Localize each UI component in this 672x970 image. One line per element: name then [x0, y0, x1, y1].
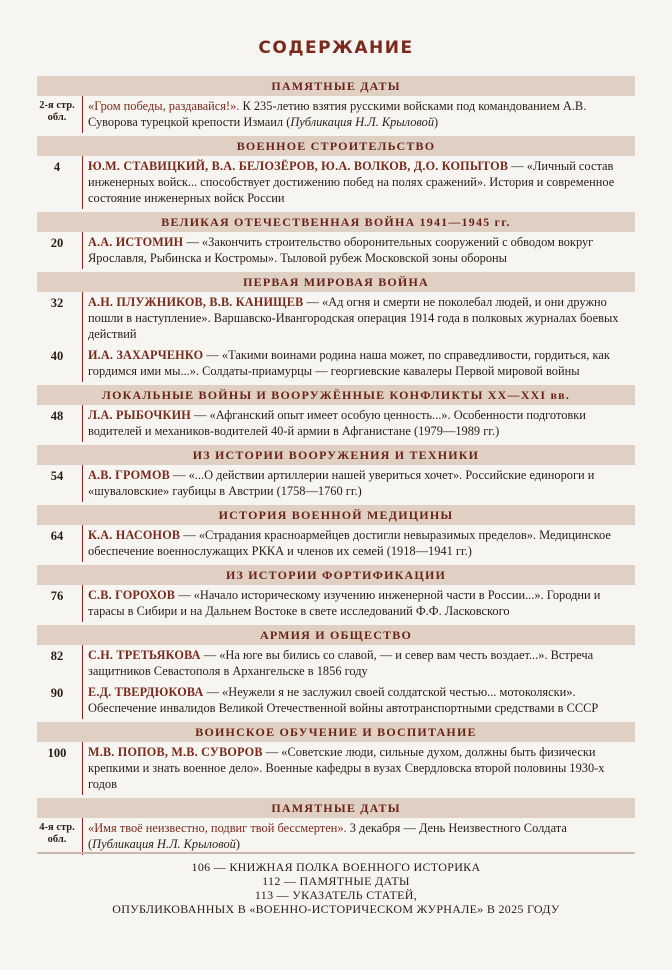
entry-text: 3 декабря — День Неизвестного Солдата (: [88, 821, 567, 851]
entry-author: Е.Д. ТВЕРДЮКОВА: [88, 685, 204, 699]
entry-author: К.А. НАСОНОВ: [88, 528, 181, 542]
section-heading: ИСТОРИЯ ВОЕННОЙ МЕДИЦИНЫ: [37, 505, 635, 525]
toc-entry[interactable]: [50, 405, 635, 442]
page-number: 40: [50, 349, 64, 363]
page-number: 4-я стр. обл.: [39, 822, 75, 845]
table-of-contents: [37, 76, 635, 855]
page-number: 64: [50, 529, 64, 543]
entry-author: Ю.М. СТАВИЦКИЙ, В.А. БЕЛОЗЁРОВ, Ю.А. ВОЛКОВ, Д.О. КОПЫТОВ: [88, 159, 509, 173]
toc-entry[interactable]: [50, 585, 635, 622]
entry-text: — «Неужели я не заслужил своей солдатской честью... мотоколяски». Обеспечение инвалидов Великой Отечественной войны автотранспортными средствами в СССР: [88, 685, 599, 715]
page-number: 48: [50, 409, 64, 423]
section-heading: АРМИЯ И ОБЩЕСТВО: [37, 625, 635, 645]
toc-entry[interactable]: [47, 742, 635, 795]
section-heading: ПАМЯТНЫЕ ДАТЫ: [37, 798, 635, 818]
page-title: СОДЕРЖАНИЕ: [258, 38, 414, 58]
entry-author: И.А. ЗАХАРЧЕНКО: [88, 348, 204, 362]
page-number: 76: [50, 589, 64, 603]
entry-author: Л.А. РЫБОЧКИН: [88, 408, 191, 422]
entry-text: — «Личный состав инженерных войск... способствует достижению побед на полях сражений». История и современное состояние инженерных войск России: [88, 159, 615, 205]
footer-line[interactable]: 112 — ПАМЯТНЫЕ ДАТЫ: [262, 874, 410, 888]
toc-entry[interactable]: [50, 345, 635, 382]
section-heading: ПЕРВАЯ МИРОВАЯ ВОЙНА: [37, 272, 635, 292]
footer-line[interactable]: 106 — КНИЖНАЯ ПОЛКА ВОЕННОГО ИСТОРИКА: [191, 860, 481, 874]
section-heading: ИЗ ИСТОРИИ ФОРТИФИКАЦИИ: [37, 565, 635, 585]
entry-text: — «Закончить строительство оборонительных сооружений с обводом вокруг Ярославля, Рыбинска и Костромы». Тыловой рубеж Московской зоны обороны: [88, 235, 594, 265]
page-number: 54: [50, 469, 64, 483]
entry-author: А.А. ИСТОМИН: [88, 235, 184, 249]
entry-text: — «...О действии артиллерии нашей увериться хочет». Российские единороги и «шуваловские» гаубицы в Австрии (1758—1760 гг.): [88, 468, 595, 498]
page-number: 20: [50, 236, 64, 250]
section-heading: ЛОКАЛЬНЫЕ ВОЙНЫ И ВООРУЖЁННЫЕ КОНФЛИКТЫ XX—XXI вв.: [37, 385, 635, 405]
entry-text: — «Страдания красноармейцев достигли невыразимых пределов». Медицинское обеспечение военнослужащих РККА и членов их семей (1918—1941 гг.): [88, 528, 611, 558]
section-heading: ВЕЛИКАЯ ОТЕЧЕСТВЕННАЯ ВОЙНА 1941—1945 гг.: [37, 212, 635, 232]
toc-entry[interactable]: [50, 682, 635, 719]
entry-publication: Публикация Н.Л. Крыловой: [92, 837, 236, 851]
toc-entry[interactable]: [50, 292, 635, 345]
entry-text: — «Афганский опыт имеет особую ценность...». Особенности подготовки водителей и механиков-водителей 40-й армии в Афганистане (1979—1989 гг.): [88, 408, 586, 438]
toc-entry[interactable]: [53, 156, 635, 209]
entry-text: — «Такими воинами родина наша может, по справедливости, гордиться, как гордимся ими мы...». Солдаты-приамурцы — георгиевские кавалеры Первой мировой войны: [88, 348, 610, 378]
entry-text: — «Ад огня и смерти не поколебал людей, и они дружно пошли в наступление». Варшавско-Ивангородская операция 1914 года в полковых журналах боевых действий: [88, 295, 619, 341]
entry-author: А.В. ГРОМОВ: [88, 468, 170, 482]
entry-author: С.В. ГОРОХОВ: [88, 588, 176, 602]
page-number: 32: [50, 296, 64, 310]
toc-entry[interactable]: [50, 525, 635, 562]
entry-author: М.В. ПОПОВ, М.В. СУВОРОВ: [88, 745, 263, 759]
page-number: 2-я стр. обл.: [39, 100, 75, 123]
toc-entry[interactable]: [50, 232, 635, 269]
toc-entry[interactable]: [50, 465, 635, 502]
section-heading: ИЗ ИСТОРИИ ВООРУЖЕНИЯ И ТЕХНИКИ: [37, 445, 635, 465]
entry-author: А.Н. ПЛУЖНИКОВ, В.В. КАНИЩЕВ: [88, 295, 304, 309]
page-number: 90: [50, 686, 64, 700]
entry-text: К 235-летию взятия русскими войсками под командованием А.В. Суворова турецкой крепости Измаил (: [88, 99, 587, 129]
page-number: 100: [47, 746, 67, 760]
page-number: 82: [50, 649, 64, 663]
page-number: 4: [53, 160, 61, 174]
footer-line[interactable]: ОПУБЛИКОВАННЫХ В «ВОЕННО-ИСТОРИЧЕСКОМ ЖУРНАЛЕ» В 2025 ГОДУ: [112, 902, 560, 916]
entry-publication: Публикация Н.Л. Крыловой: [290, 115, 435, 129]
footer-index: [37, 852, 635, 916]
entry-text: — «Советские люди, сильные духом, должны быть физически крепкими и знать военное дело». Военные кафедры в вузах Свердловска второй половины 1930-х годов: [88, 745, 605, 791]
toc-entry[interactable]: 4-я стр. обл. «Имя твоё неизвестно, подвиг твой бессмертен». 3 декабря — День Неизвестного Солдата (Публикация Н.Л. Крыловой): [82, 818, 635, 855]
toc-entry[interactable]: 2-я стр. обл. «Гром победы, раздавайся!». К 235-летию взятия русскими войсками под командованием А.В. Суворова турецкой крепости Измаил (Публикация Н.Л. Крыловой): [82, 96, 635, 133]
section-heading: ВОИНСКОЕ ОБУЧЕНИЕ И ВОСПИТАНИЕ: [37, 722, 635, 742]
entry-text: — «Начало историческому изучению инженерной части в России...». Городни и тарасы в Сибири и на Дальнем Востоке в свете исследований Ф.Ф. Ласковского: [88, 588, 601, 618]
section-heading: ПАМЯТНЫЕ ДАТЫ: [37, 76, 635, 96]
entry-text: — «На юге вы бились со славой, — и север вам честь воздает...». Встреча защитников Севастополя в Архангельске в 1856 году: [88, 648, 594, 678]
footer-line[interactable]: 113 — УКАЗАТЕЛЬ СТАТЕЙ,: [254, 888, 418, 902]
toc-entry[interactable]: [50, 645, 635, 682]
entry-author: С.Н. ТРЕТЬЯКОВА: [88, 648, 201, 662]
entry-title: «Гром победы, раздавайся!».: [88, 99, 240, 113]
entry-title: «Имя твоё неизвестно, подвиг твой бессмертен».: [88, 821, 347, 835]
section-heading: ВОЕННОЕ СТРОИТЕЛЬСТВО: [37, 136, 635, 156]
